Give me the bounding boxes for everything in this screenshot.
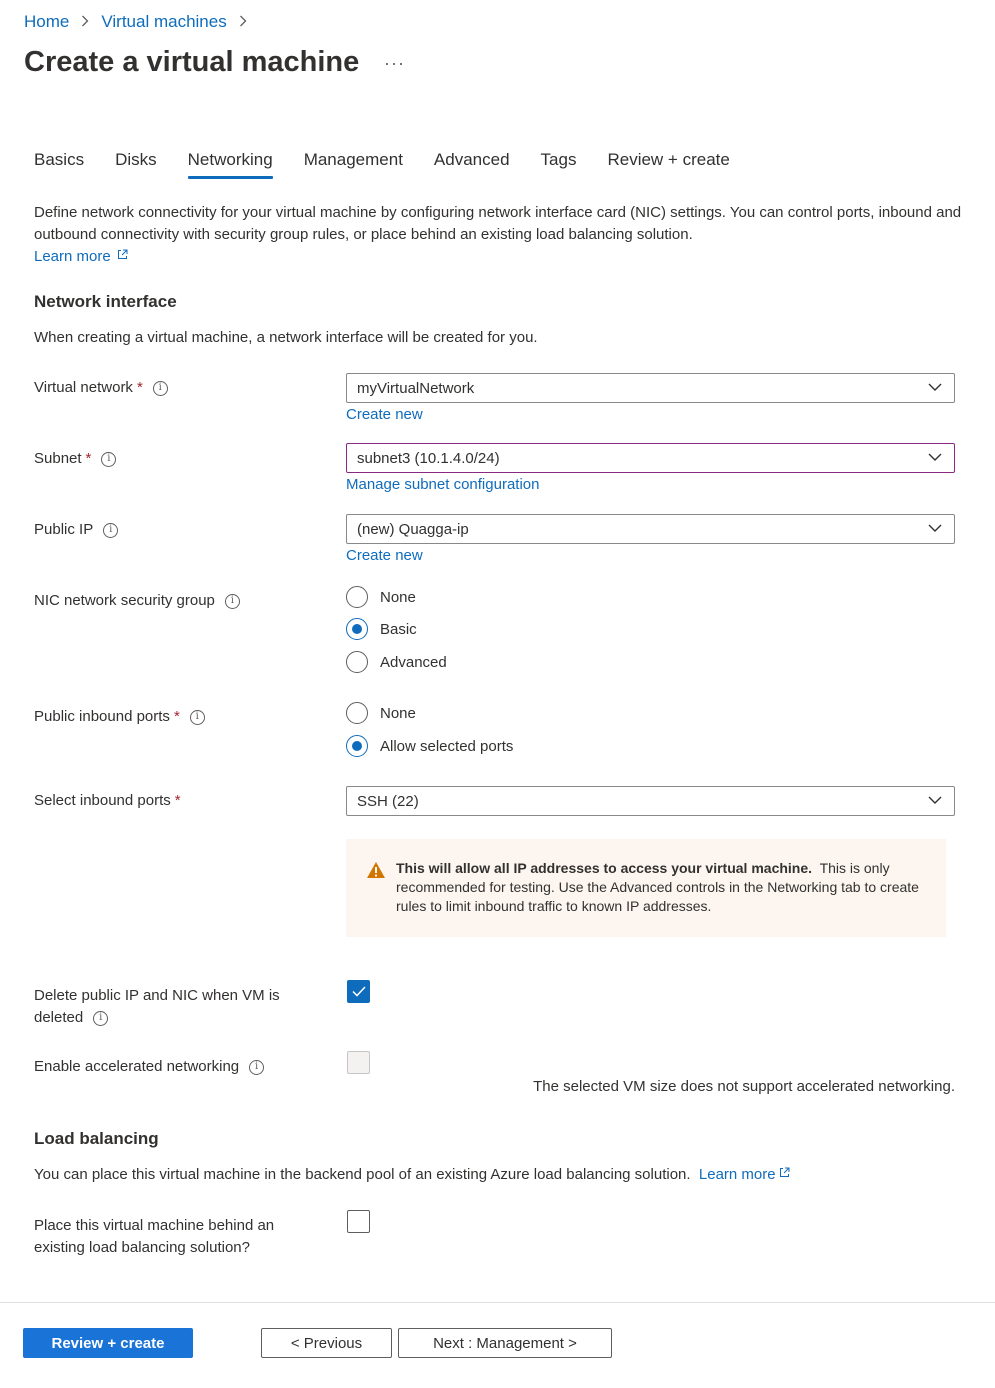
footer-divider [0,1302,995,1303]
virtual-network-dropdown[interactable]: myVirtualNetwork [346,373,955,403]
required-marker: * [173,708,180,725]
inbound-ports-dropdown[interactable]: SSH (22) [346,786,955,816]
public-ip-dropdown[interactable]: (new) Quagga-ip [346,514,955,544]
required-marker: * [174,792,181,809]
next-management-button[interactable]: Next : Management > [398,1328,612,1358]
description-text: Define network connectivity for your virtual machine by configuring network interface card (NIC) settings. You can control ports, inbound and outbound connectivity with security group rules, or place behind an existing load balancing solution. [34,204,962,243]
learn-more-link[interactable]: Learn more [34,248,128,265]
warning-icon [366,861,386,879]
external-link-icon [117,249,128,260]
virtual-network-label: Virtual network * i [34,377,168,399]
chevron-down-icon [928,523,942,533]
info-icon[interactable]: i [101,452,116,467]
create-new-vnet-link[interactable]: Create new [346,406,423,423]
info-icon[interactable]: i [93,1011,108,1026]
page-title: Create a virtual machine [24,46,360,78]
tab-bar [34,150,761,178]
chevron-down-icon [928,382,942,392]
external-link-icon [779,1167,790,1178]
nsg-option-advanced[interactable]: Advanced [346,651,447,673]
delete-public-ip-checkbox[interactable] [347,980,370,1003]
public-inbound-ports-label: Public inbound ports * i [34,706,205,728]
info-icon[interactable]: i [153,381,168,396]
network-interface-heading: Network interface [34,292,177,311]
accelerated-networking-label: Enable accelerated networking i [34,1056,264,1078]
public-ip-label: Public IP i [34,519,118,541]
chevron-right-icon [239,14,247,30]
nsg-option-basic[interactable]: Basic [346,618,417,640]
previous-button[interactable]: < Previous [261,1328,392,1358]
radio-button[interactable] [346,651,368,673]
load-balancing-desc: You can place this virtual machine in the backend pool of an existing Azure load balancing solution. Learn more [34,1166,790,1183]
tab-disks[interactable]: Disks [115,150,157,169]
networking-description [34,202,964,268]
accelerated-networking-note: The selected VM size does not support accelerated networking. [533,1078,955,1095]
network-interface-desc: When creating a virtual machine, a network interface will be created for you. [34,329,538,346]
inbound-option-allow-selected[interactable]: Allow selected ports [346,735,513,757]
chevron-down-icon [928,795,942,805]
breadcrumb-home-link[interactable]: Home [24,12,70,31]
accelerated-networking-checkbox [347,1051,370,1074]
radio-button[interactable] [346,586,368,608]
warning-text: This is only recommended for testing. Use the Advanced controls in the Networking tab to create rules to limit inbound traffic to known IP addresses. [396,860,919,914]
required-marker: * [136,379,143,396]
chevron-right-icon [81,14,89,30]
info-icon[interactable]: i [190,710,205,725]
breadcrumb [24,12,259,32]
tab-review-create[interactable]: Review + create [607,150,730,169]
tab-basics[interactable]: Basics [34,150,85,169]
info-icon[interactable]: i [249,1060,264,1075]
place-behind-lb-checkbox[interactable] [347,1210,370,1233]
warning-bold-text: This will allow all IP addresses to access your virtual machine. [396,860,813,876]
load-balancing-learn-more-link[interactable]: Learn more [699,1166,790,1183]
checkmark-icon [352,986,366,997]
nsg-option-none[interactable]: None [346,586,416,608]
required-marker: * [85,450,92,467]
select-inbound-ports-label: Select inbound ports * [34,790,181,812]
radio-button[interactable] [346,702,368,724]
breadcrumb-vms-link[interactable]: Virtual machines [101,12,227,31]
info-icon[interactable]: i [103,523,118,538]
radio-button[interactable] [346,735,368,757]
tab-management[interactable]: Management [303,150,403,169]
tab-tags[interactable]: Tags [540,150,577,169]
place-behind-lb-label: Place this virtual machine behind an existing load balancing solution? [34,1217,275,1256]
subnet-dropdown[interactable]: subnet3 (10.1.4.0/24) [346,443,955,473]
tab-advanced[interactable]: Advanced [433,150,510,169]
create-new-public-ip-link[interactable]: Create new [346,547,423,564]
chevron-down-icon [928,452,942,462]
info-icon[interactable]: i [225,594,240,609]
nsg-label: NIC network security group i [34,590,240,612]
delete-public-ip-label: Delete public IP and NIC when VM is deleted i [34,987,280,1026]
review-create-button[interactable]: Review + create [23,1328,193,1358]
subnet-label: Subnet * i [34,448,116,470]
inbound-option-none[interactable]: None [346,702,416,724]
tab-networking[interactable]: Networking [188,150,273,178]
more-options-button[interactable]: ··· [384,53,405,73]
inbound-warning [346,839,946,937]
manage-subnet-link[interactable]: Manage subnet configuration [346,476,540,493]
load-balancing-heading: Load balancing [34,1129,159,1148]
radio-button[interactable] [346,618,368,640]
